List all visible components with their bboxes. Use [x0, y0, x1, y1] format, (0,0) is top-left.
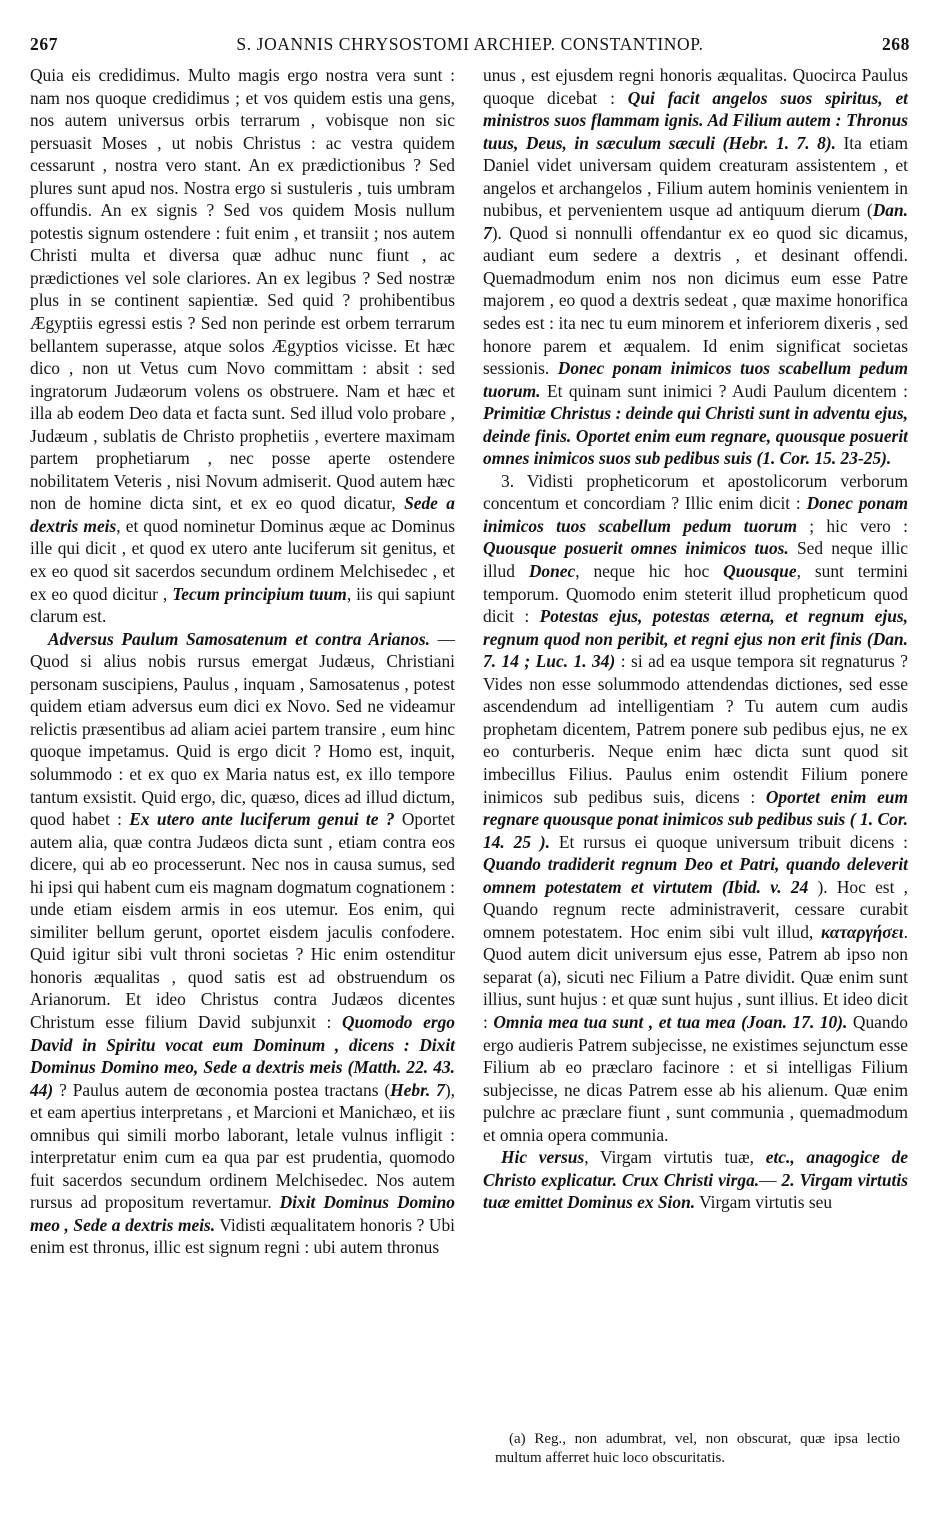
left-column: [30, 64, 455, 1259]
text-run: unus , est ejusdem regni honoris æqualitas. Quocirca Paulus quoque dicebat :: [483, 65, 908, 108]
text-run: , iis qui sapiunt clarum est.: [30, 583, 456, 627]
italic-run: Tecum principium tuum: [172, 583, 347, 604]
paragraph: [483, 1146, 908, 1214]
italic-run: Quousque: [723, 561, 797, 582]
italic-run: Ex utero ante luciferum genui te ?: [129, 809, 395, 830]
text-run: ). Hoc est , Quando regnum recte administraverit, cessare curabit omnem potestatem. Hoc enim sibi vult illud,: [483, 876, 908, 942]
italic-run: 2. Virgam virtutis tuæ emittet Dominus ex Sion.: [483, 1169, 908, 1213]
italic-run: Hebr. 7: [390, 1079, 445, 1100]
paragraph: [483, 470, 908, 1146]
italic-run: Oportet enim eum regnare quousque ponat inimicos sub pedibus suis ( 1. Cor. 14. 25 ).: [483, 786, 908, 852]
paragraph: [30, 64, 455, 628]
text-run: , neque hic hoc: [575, 561, 724, 582]
italic-run: Quomodo ergo David in Spiritu vocat eum Dominum , dicens : Dixit Dominus Domino meo, Sede a dextris meis (Matth. 22. 43. 44): [30, 1011, 455, 1100]
text-run: ; hic vero :: [796, 515, 908, 536]
italic-run: Dan. 7: [483, 200, 908, 243]
text-run: , Virgam virtutis tuæ,: [584, 1147, 766, 1168]
right-column: [483, 64, 908, 1214]
italic-run: Sede a dextris meis: [30, 493, 455, 536]
italic-run: etc., anagogice de Christo explicatur. Crux Christi virga.: [483, 1147, 908, 1190]
text-run: Et quinam sunt inimici ? Audi Paulum dicentem :: [540, 380, 908, 401]
italic-run: Qui facit angelos suos spiritus, et ministros suos flammam ignis. Ad Filium autem : Thronus tuus, Deus, in sæculum sæculi (Hebr. 1. 7. 8).: [483, 87, 908, 153]
text-run: ). Quod si nonnulli offendantur ex eo quod sic dicamus, audiant eum sedere a dextris , et desinant offendi. Quemadmodum enim nos non dicimus eum esse Patre majorem , eo quod a dextris sedeat , quæ maxime honorifica sedes est : ita nec tu eum minorem et inferiorem dixeris , sed honore parem et æqualem. Id enim significat societas sessionis.: [483, 222, 908, 379]
paragraph: [483, 64, 908, 470]
italic-run: Donec ponam inimicos tuos scabellum pedum tuorum.: [483, 358, 909, 401]
italic-run: Quando tradiderit regnum Deo et Patri, quando deleverit omnem potestatem et virtutem (Ibid. v. 24: [483, 854, 908, 897]
italic-run: Donec ponam inimicos tuos scabellum pedum tuorum: [483, 493, 909, 536]
page-number-right: 268: [881, 34, 910, 54]
text-run: —: [759, 1169, 782, 1190]
running-title: S. JOANNIS CHRYSOSTOMI ARCHIEP. CONSTANTINOP.: [236, 34, 704, 54]
italic-run: Primitiæ Christus : deinde qui Christi sunt in adventu ejus, deinde finis. Oportet enim eum regnare, quousque posuerit omnes inimicos suos sub pedibus suis (1. Cor. 15. 23-25).: [483, 403, 908, 469]
italic-run: Hic versus: [501, 1147, 585, 1168]
italic-run: Omnia mea tua sunt , et tua mea (Joan. 17. 10).: [493, 1011, 848, 1032]
italic-run: Quousque posuerit omnes inimicos tuos.: [483, 538, 789, 559]
paragraph: [30, 628, 455, 1259]
footnote: (a) Reg., non adumbrat, vel, non obscurat, quæ ipsa lectio multum afferret huic loco obscuritatis.: [495, 1431, 900, 1466]
text-run: . Quod autem dicit universum ejus esse, Patrem ab ipso non separat (a), sicuti nec Filium a Patre dividit. Quæ enim sunt illius, sunt hujus : et quæ sunt hujus , sunt illius. Et ideo dicit :: [483, 921, 908, 1032]
italic-run: Donec: [528, 561, 576, 582]
italic-run: καταργήσει: [820, 921, 904, 942]
page-number-left: 267: [30, 34, 59, 54]
text-run: Et rursus ei quoque universum tribuit dicens :: [550, 831, 908, 852]
text-run: Vidisti æqualitatem honoris ? Ubi enim est thronus, illic est signum regni : ubi autem thronus: [30, 1214, 455, 1258]
text-run: , et quod nominetur Dominus æque ac Dominus ille qui dicit , et quod ex utero ante luciferum sit genitus, et ex eo quod sit sacerdos secundum ordinem Melchisedec , et ex eo quod dicitur ,: [30, 515, 455, 604]
text-run: Ita etiam Daniel videt universam quidem creaturam assistentem , et angelos et archangelos , Filium autem hominis venientem in nubibus, et pervenientem usque ad antiquum dierum (: [483, 132, 908, 221]
text-run: Quando ergo audieris Patrem subjecisse, ne existimes sejunctum esse Filium ab eo præclaro facinore : et si intelligas Filium subjecisse, ne dicas Patrem esse ab his alienum. Quæ enim pulchre ac præclare fiunt , sunt communia , quemadmodum et omnia opera communia.: [483, 1011, 908, 1145]
text-run: — Quod si alius nobis rursus emergat Judæus, Christiani personam suscipiens, Paulus , inquam , Samosatenus , potest quidem etiam adversus eum dici ex Novo. Sed ne videamur relictis præsentibus ad aliam aciei partem transire , eum hinc quoque impetamus. Quid is ergo dicit ? Homo est, inquit, solummodo : et ex quo ex Maria natus est, ex illo tempore tantum exsistit. Quid ergo, dic, quæso, dices ad illud dictum, quod habet :: [30, 628, 455, 830]
running-header: [30, 34, 910, 60]
text-run: Sed neque illic illud: [483, 538, 908, 582]
text-run: : si ad ea usque tempora sit regnaturus ? Vides non esse solummodo attendendas dictiones, sed esse ascendendum ad intelligentiam ? Tu autem cum audis prophetam dicentem, Patrem ponere sub pedibus ejus, ne ex eo conturberis. Neque enim hæc dicta sunt quod sit imbecillus Filius. Paulus enim ostendit Filium ponere inimicos sub pedibus suis, dicens :: [483, 651, 908, 807]
text-run: ), et eam apertius interpretans , et Marcioni et Manichæo, et iis omnibus qui simili morbo laborant, letale vulnus infligit : interpretatur enim cum ea qua par est prudentia, quomodo fuit sacerdos secundum ordinem Melchisedec. Nos autem rursus ad propositum revertamur.: [30, 1079, 455, 1213]
text-run: 3. Vidisti propheticorum et apostolicorum verborum concentum et concordiam ? Illic enim dicit :: [483, 470, 908, 514]
text-run: Oportet autem alia, quæ contra Judæos dicta sunt , etiam contra eos dicere, qui ab eo processerunt. Nec nos in causa sumus, sed hi ipsi qui habent cum eis magnam dogmatum cognationem : unde etiam eisdem armis in eos utemur. Eos enim, qui similiter bellum gerunt, oportet eisdem jaculis confodere. Quid igitur sibi vult throni societas ? Hic enim ostenditur honoris æqualitas , quod satis est ad obstruendum os Arianorum. Et ideo Christus contra Judæos dicentes Christum esse filium David subjunxit :: [30, 809, 455, 1032]
italic-run: Adversus Paulum Samosatenum et contra Arianos.: [48, 628, 430, 649]
italic-run: Potestas ejus, potestas æterna, et regnum ejus, regnum quod non peribit, et regni ejus non erit finis (Dan. 7. 14 ; Luc. 1. 34): [483, 606, 908, 672]
text-run: ? Paulus autem de œconomia postea tractans (: [53, 1079, 391, 1100]
text-run: Quia eis credidimus. Multo magis ergo nostra vera sunt : nam nos quoque credidimus ; et vos quidem estis una gens, nos autem universus orbis terrarum , vobisque non sic persuasit Moses , ut nobis Christus : ac vestra quidem cessarunt , nostra vero stant. An ex prædictionibus ? Sed plures sunt apud nos. Nostra ergo si sustuleris , tuis umbram offundis. An ex signis ? Sed vos quidem Mosis nullum potestis signum ostendere : fuit enim , et transiit ; nos autem Christi multa et diversa quæ adhuc nunc fiunt , ac prædictiones vel sole clariores. An ex legibus ? Sed nostræ plus in se continent sapientiæ. Sed quid ? prohibentibus Ægyptiis egressi estis ? Sed non perinde est orbem terrarum bellantem superasse, atque solos Ægyptios vicisse. Et hæc dico , non ut Vetus cum Novo committam : absit : sed ingratorum Judæorum volens os obstruere. Nam et hæc et illa ab eodem Deo data et facta sunt. Sed illud volo probare , Judæum , sublatis de Christo prophetiis , evertere maximam partem prophetiarum , nec posse aperte ostendere nobilitatem Veteris , nisi Novum admiserit. Quod autem hæc non de homine dicta sint, et ex eo quod dicatur,: [30, 65, 455, 514]
text-run: Virgam virtutis seu: [695, 1192, 833, 1213]
italic-run: Dixit Dominus Domino meo , Sede a dextris meis.: [30, 1192, 455, 1235]
text-run: , sunt termini temporum. Quomodo enim steterit illud propheticum quod dicit :: [483, 561, 908, 627]
